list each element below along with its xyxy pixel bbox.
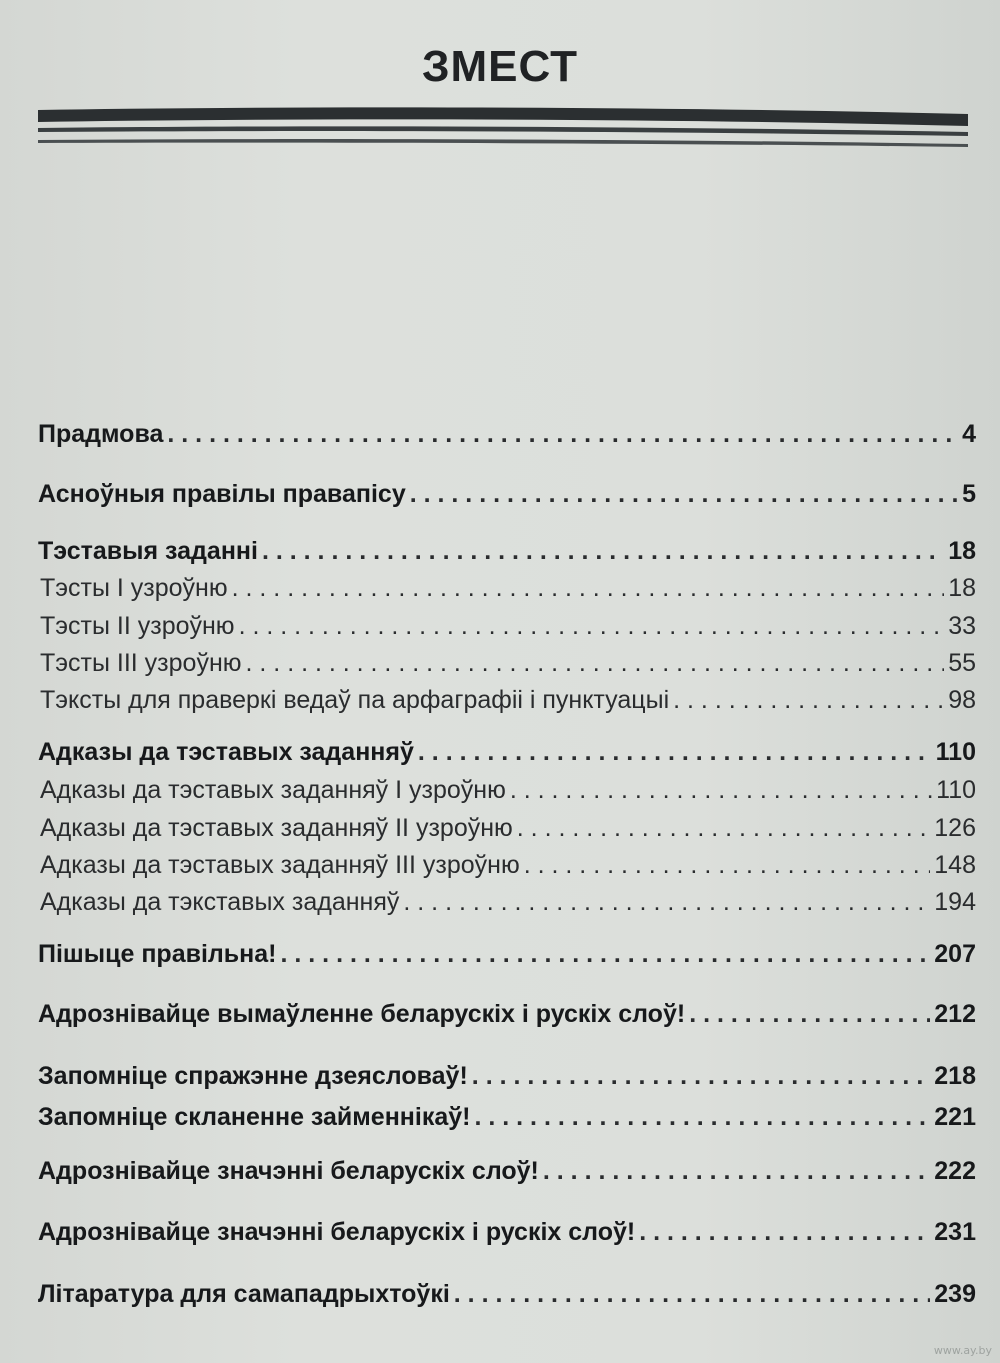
toc-entry-page: 110	[936, 776, 976, 804]
toc-entry-page: 18	[948, 574, 976, 602]
toc-entry-title: Літаратура для самападрыхтоўкі	[38, 1280, 450, 1308]
dot-leader	[246, 649, 945, 678]
page-title: ЗМЕСТ	[421, 42, 579, 91]
toc-entry-page: 110	[935, 738, 976, 766]
toc-entry	[38, 686, 976, 715]
toc-entry	[38, 537, 976, 566]
toc-entry	[38, 574, 976, 603]
toc-entry-page: 212	[934, 1000, 976, 1028]
watermark: www.ay.by	[933, 1344, 992, 1357]
toc-entry-page: 221	[934, 1103, 976, 1131]
toc-entry	[38, 612, 976, 641]
dot-leader	[517, 814, 931, 843]
toc-entry	[38, 480, 976, 509]
toc-entry	[38, 1280, 976, 1309]
dot-leader	[524, 851, 931, 880]
dot-leader	[673, 686, 944, 715]
dot-leader	[403, 888, 930, 917]
toc-entry-title: Адказы да тэкставых заданняў	[40, 888, 400, 916]
toc-entry-title: Тэсты ІІ узроўню	[40, 612, 235, 640]
dot-leader	[689, 1000, 930, 1029]
toc-entry	[38, 1062, 976, 1091]
toc-entry-page: 98	[948, 686, 976, 714]
dot-leader	[543, 1157, 930, 1186]
toc-entry	[38, 420, 976, 449]
toc-entry-title: Адказы да тэставых заданняў ІІІ узроўню	[40, 851, 520, 879]
toc-entry	[38, 649, 976, 678]
toc-entry-title: Прадмова	[38, 420, 164, 448]
toc-entry	[38, 1157, 976, 1186]
toc-entry-title: Запомніце спражэнне дзеясловаў!	[38, 1062, 468, 1090]
toc-entry-title: Адрознівайце значэнні беларускіх слоў!	[38, 1157, 539, 1185]
dot-leader	[474, 1103, 930, 1132]
toc-entry-page: 231	[934, 1218, 976, 1246]
toc-entry-title: Асноўныя правілы правапісу	[38, 480, 406, 508]
dot-leader	[454, 1280, 931, 1309]
toc-entry-page: 4	[962, 420, 976, 448]
toc-entry-page: 148	[934, 851, 976, 879]
toc-entry-title: Тэставыя заданні	[38, 537, 258, 565]
title-decorative-rule	[38, 92, 968, 162]
toc-entry	[38, 1218, 976, 1247]
toc-entry	[38, 776, 976, 805]
toc-entry-title: Тэсты І узроўню	[40, 574, 228, 602]
toc-entry	[38, 814, 976, 843]
toc-entry-title: Тэсты ІІІ узроўню	[40, 649, 242, 677]
dot-leader	[510, 776, 932, 805]
dot-leader	[262, 537, 944, 566]
toc-entry-title: Адказы да тэставых заданняў ІІ узроўню	[40, 814, 513, 842]
toc-entry-title: Запомніце скланенне займеннікаў!	[38, 1103, 471, 1131]
toc-entry-page: 33	[948, 612, 976, 640]
toc-entry-page: 5	[962, 480, 976, 508]
toc-entry	[38, 738, 976, 767]
toc-entry-title: Адрознівайце значэнні беларускіх і рускіх слоў!	[38, 1218, 636, 1246]
toc-entry	[38, 1000, 976, 1029]
dot-leader	[239, 612, 945, 641]
dot-leader	[410, 480, 958, 509]
toc-entry-title: Адказы да тэставых заданняў І узроўню	[40, 776, 506, 804]
dot-leader	[639, 1218, 930, 1247]
dot-leader	[472, 1062, 930, 1091]
dot-leader	[281, 940, 931, 969]
toc-entry-title: Адрознівайце вымаўленне беларускіх і рускіх слоў!	[38, 1000, 686, 1028]
toc-entry-page: 207	[934, 940, 976, 968]
toc-entry	[38, 888, 976, 917]
toc-entry-title: Адказы да тэставых заданняў	[38, 738, 414, 766]
dot-leader	[418, 738, 932, 767]
toc-entry-page: 222	[934, 1157, 976, 1185]
dot-leader	[232, 574, 945, 603]
toc-entry-title: Пішыце правільна!	[38, 940, 277, 968]
toc-entry-page: 218	[934, 1062, 976, 1090]
dot-leader	[167, 420, 958, 449]
toc-entry	[38, 851, 976, 880]
toc-entry	[38, 1103, 976, 1132]
toc-entry-page: 239	[934, 1280, 976, 1308]
toc-entry-page: 18	[948, 537, 976, 565]
toc-entry-page: 126	[934, 814, 976, 842]
toc-entry-page: 55	[948, 649, 976, 677]
toc-entry-title: Тэксты для праверкі ведаў па арфаграфіі і пунктуацыі	[40, 686, 670, 714]
toc-entry-page: 194	[934, 888, 976, 916]
toc-entry	[38, 940, 976, 969]
